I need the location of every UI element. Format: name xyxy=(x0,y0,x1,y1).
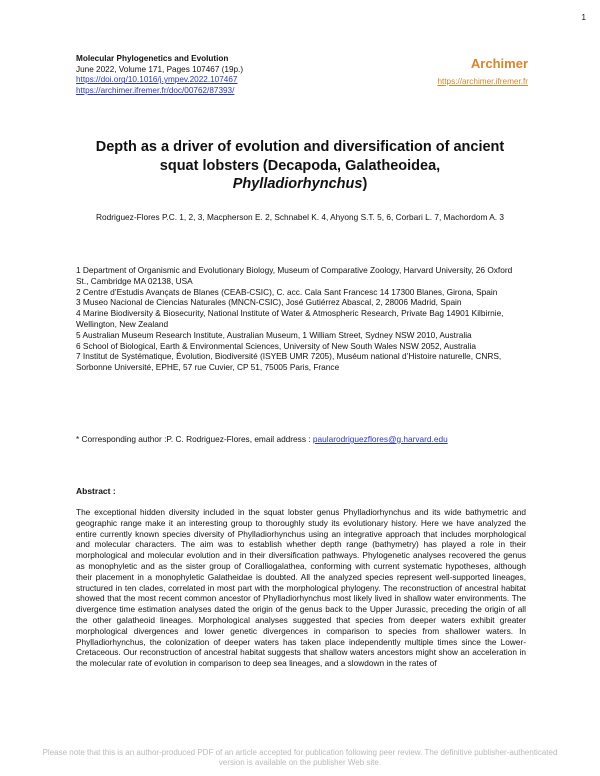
doi-link[interactable]: https://doi.org/10.1016/j.ympev.2022.107467 xyxy=(76,75,238,85)
affiliation-item: 5 Australian Museum Research Institute, Australian Museum, 1 William Street, Sydney NSW 2010, Australia xyxy=(76,329,472,340)
journal-issue: June 2022, Volume 171, Pages 107467 (19p.) xyxy=(76,64,244,74)
affiliation-item: 3 Museo Nacional de Ciencias Naturales (MNCN-CSIC), José Gutiérrez Abascal, 2, 28006 Madrid, Spain xyxy=(76,297,462,308)
email-link[interactable]: paularodriguezflores@g.harvard.edu xyxy=(312,434,448,444)
title-line-1: Depth as a driver of evolution and diversification of ancient xyxy=(95,139,505,155)
corresponding-text: * Corresponding author :P. C. Rodriguez-Flores, email address : xyxy=(76,434,313,444)
abstract-body: The exceptional hidden diversity included in the squat lobster genus Phylladiorhynchus and its wide bathymetric and geographic range make it an interesting group to thoroughly study its evolutionary history. Here we have analyzed the entire currently known species diversity of Phylladiorhynchus using an integrative approach that includes morphological and molecular characters. The aim was to establish whether depth range (bathymetry) has played a role in their morphological and molecular evolution and in their diversification pathways. Phylogenetic analyses recovered the genus as monophyletic and as the sister group of Coralliogalathea, conforming with current systematic hypotheses, although their placement in a monophyletic Galatheidae is doubted. All the analyzed species represent well-supported lineages, structured in ten clades, correlated in most part with the morphological phylogeny. The reconstruction of ancestral habitat showed that the most recent common ancestor of Phylladiorhynchus most likely lived in shallow water environments. The divergence time estimation analyses dated the origin of the genus back to the Upper Jurassic, preceding the origin of all the other galatheoid lineages. Morphological analyses suggested that species from deeper waters exhibit greater morphological divergences and lower genetic divergences in comparison to species from shallower waters. In Phylladiorhynchus, the colonization of deeper waters has taken place independently multiple times since the Lower-Cretaceous. Our reconstruction of ancestral habitat suggests that shallow waters ancestors might show an acceleration in the molecular rate of evolution in comparison to deep sea lineages, and a slowdown in the rates of xyxy=(76,507,526,669)
paper-title xyxy=(60,138,540,194)
page-number: 1 xyxy=(581,13,586,22)
title-genus: Phylladiorhynchus xyxy=(232,176,363,192)
corresponding-author xyxy=(76,434,526,444)
abstract-heading: Abstract : xyxy=(76,486,116,496)
title-close: ) xyxy=(362,176,368,192)
archimer-logo-text: Archimer xyxy=(470,56,528,71)
affiliation-item: 4 Marine Biodiversity & Biosecurity, National Institute of Water & Atmospheric Research, Private Bag 14901 Kilbirnie, Wellington, New Zealand xyxy=(76,308,504,329)
journal-info xyxy=(76,54,243,96)
archive-link[interactable]: https://archimer.ifremer.fr/doc/00762/87393/ xyxy=(76,85,235,95)
archimer-link[interactable]: https://archimer.ifremer.fr xyxy=(437,77,528,86)
affiliation-item: 2 Centre d’Estudis Avançats de Blanes (CEAB-CSIC), C. acc. Cala Sant Francesc 14 17300 Blanes, Girona, Spain xyxy=(76,286,498,297)
affiliations xyxy=(76,265,526,373)
title-line-2: squat lobsters (Decapoda, Galatheoidea, xyxy=(159,157,441,174)
affiliation-item: 6 School of Biological, Earth & Environmental Sciences, University of New South Wales NSW 2052, Australia xyxy=(76,340,476,351)
journal-name: Molecular Phylogenetics and Evolution xyxy=(76,54,229,63)
footer-disclaimer: Please note that this is an author-produced PDF of an article accepted for publication following peer review. The definitive publisher-authenticated version is available on the publisher Web site. xyxy=(42,748,558,767)
archimer-branding xyxy=(437,56,528,89)
author-list: Rodriguez-Flores P.C. 1, 2, 3, Macpherson E. 2, Schnabel K. 4, Ahyong S.T. 5, 6, Corbari L. 7, Machordom A. 3 xyxy=(96,212,504,222)
affiliation-item: 1 Department of Organismic and Evolutionary Biology, Museum of Comparative Zoology, Harvard University, 26 Oxford St., Cambridge MA 02138, USA xyxy=(76,265,513,286)
affiliation-item: 7 Institut de Systématique, Évolution, Biodiversité (ISYEB UMR 7205), Muséum national d’Histoire naturelle, CNRS, Sorbonne Université, EPHE, 57 rue Cuvier, CP 51, 75005 Paris, France xyxy=(76,351,502,373)
